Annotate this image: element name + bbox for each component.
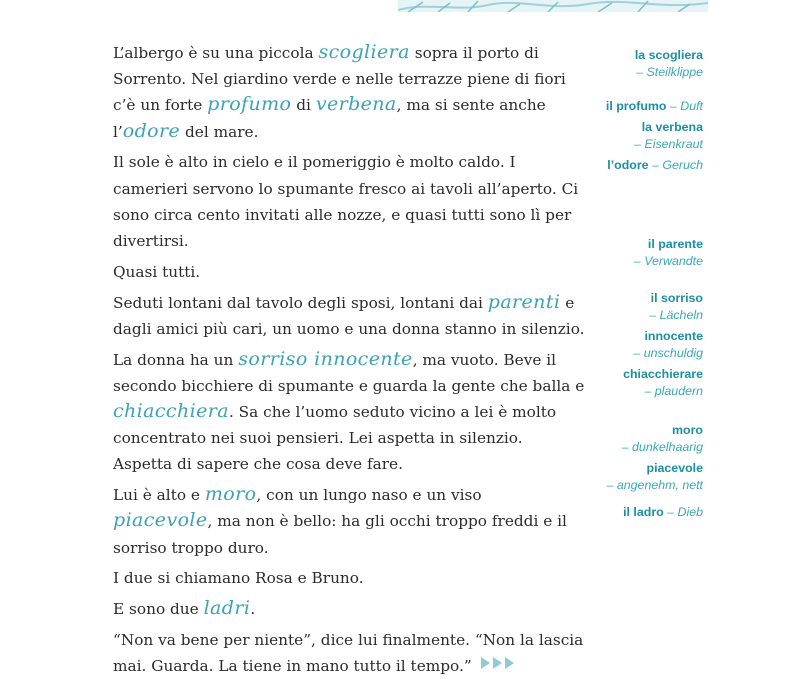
gloss-term: la scogliera (634, 48, 703, 62)
paragraph-7: I due si chiamano Rosa e Bruno. (113, 569, 364, 588)
gloss-piacevole (607, 460, 703, 494)
gloss-parente (634, 236, 703, 270)
gloss-term: il parente (647, 237, 703, 251)
text-run: , ma vuoto. Beve il secondo bicchiere di spumante e guarda la gente che balla e (113, 350, 585, 395)
gloss-row (606, 98, 703, 115)
gloss-odore (607, 157, 703, 174)
text-run: di (291, 96, 316, 115)
gloss-sorriso (649, 290, 703, 324)
gloss-scogliera (635, 47, 703, 81)
text-run: e dagli amici più cari, un uomo e una donna stanno in silenzio. (113, 293, 585, 338)
keyword-sorriso-innocente: sorriso innocente (238, 347, 413, 370)
text-run: , con un lungo naso e un viso (256, 486, 482, 505)
gloss-term: l’odore (607, 158, 649, 172)
gloss-translation: – Duft (669, 99, 703, 113)
keyword-moro: moro (204, 483, 257, 506)
header-decoration (398, 0, 708, 12)
gloss-translation: – dunkelhaarig (621, 440, 703, 454)
continue-arrows-icon (480, 652, 518, 678)
gloss-translation: – Geruch (652, 158, 703, 172)
gloss-term: il ladro (623, 505, 664, 519)
gloss-translation: – Steilklippe (636, 65, 703, 79)
gloss-translation: – angenehm, nett (606, 478, 703, 492)
text-run: . Sa che l’uomo seduto vicino a lei è molto concentrato nei suoi pensieri. Lei aspetta in silenzio. Aspetta di sapere che cosa deve fare. (113, 403, 557, 474)
gloss-ladro (623, 504, 703, 521)
text-run: L’albergo è su una piccola (113, 44, 319, 62)
gloss-chiacchierare (623, 366, 703, 400)
gloss-moro (622, 422, 703, 456)
gloss-term: il sorriso (650, 291, 703, 305)
text-run: del mare. (180, 122, 259, 141)
gloss-term: il profumo (605, 99, 667, 113)
keyword-odore: odore (122, 119, 181, 142)
text-run: Lui è alto e (113, 486, 205, 505)
gloss-translation: – unschuldig (633, 346, 703, 360)
gloss-term: innocente (644, 329, 703, 343)
paragraph-5 (113, 347, 585, 478)
gloss-term: moro (672, 423, 703, 437)
text-run: La donna ha un (113, 350, 239, 369)
paragraph-2: Il sole è alto in cielo e il pomeriggio è molto caldo. I camerieri servono lo spumante fresco ai tavoli all’aperto. Ci sono circa cento invitati alle nozze, e quasi tutti sono lì per divertirsi. (113, 153, 579, 251)
gloss-innocente (633, 328, 703, 362)
paragraph-9 (113, 627, 585, 679)
text-run: , ma si sente anche l’ (113, 96, 546, 141)
text-run: Seduti lontani dal tavolo degli sposi, lontani dai (113, 293, 488, 312)
text-run: E sono due (113, 600, 204, 619)
keyword-profumo: profumo (207, 93, 292, 116)
paragraph-6 (113, 482, 585, 561)
gloss-term: piacevole (646, 461, 703, 475)
gloss-translation: – Dieb (667, 505, 703, 519)
gloss-translation: – Lächeln (649, 308, 703, 322)
gloss-term: chiacchierare (623, 367, 703, 381)
keyword-parenti: parenti (487, 290, 561, 313)
keyword-scogliera: scogliera (318, 41, 410, 63)
keyword-verbena: verbena (315, 93, 397, 116)
paragraph-8 (113, 596, 585, 622)
gloss-verbena (634, 119, 703, 153)
text-run: , ma non è bello: ha gli occhi troppo freddi e il sorriso troppo duro. (113, 512, 567, 557)
gloss-row (623, 504, 703, 521)
paragraph-3: Quasi tutti. (113, 262, 201, 281)
paragraph-4 (113, 290, 585, 342)
gloss-row (607, 157, 703, 174)
gloss-translation: – Eisenkraut (634, 137, 703, 151)
keyword-chiacchiera: chiacchiera (113, 400, 229, 423)
text-run: sopra il porto di Sorrento. Nel giardino verde e nelle terrazze piene di fiori c’è un forte (113, 44, 566, 115)
paragraph-1 (113, 40, 585, 145)
story-text (113, 40, 585, 679)
gloss-translation: – plaudern (644, 384, 703, 398)
text-run: . (250, 600, 256, 619)
gloss-term: la verbena (641, 120, 703, 134)
keyword-ladri: ladri (203, 597, 251, 620)
gloss-translation: – Verwandte (633, 254, 703, 268)
gloss-profumo (606, 98, 703, 115)
keyword-piacevole: piacevole (113, 509, 208, 532)
text-run: “Non va bene per niente”, dice lui finalmente. “Non la lascia mai. Guarda. La tiene in mano tutto il tempo.” (113, 631, 584, 676)
